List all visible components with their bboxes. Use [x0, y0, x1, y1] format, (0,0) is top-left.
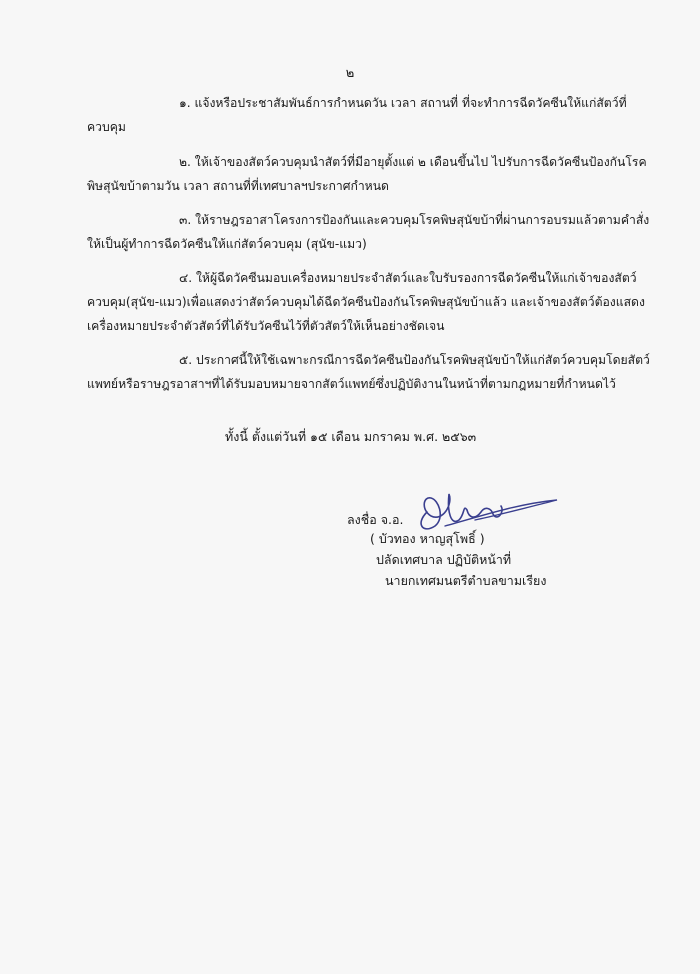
clause-3 [87, 208, 652, 256]
page-number: ๒ [345, 66, 355, 81]
document-page: ๒ ๑. แจ้งหรือประชาสัมพันธ์การกำหนดวัน เวลา สถานที่ ที่จะทำการฉีดวัคซีนให้แก่สัตว์ที่ ควบคุม ๒. ให้เจ้าของสัตว์ควบคุมนำสัตว์ที่มีอายุตั้งแต่ ๒ เดือนขึ้นไป ไปรับการฉีดวัคซีนป้องกันโรค พิษสุนัขบ้าตามวัน เวลา สถานที่ที่เทศบาลฯประกาศกำหนด ๓. ให้ราษฎรอาสาโครงการป้องกันและควบคุมโรคพิษสุนัขบ้าที่ผ่านการอบรมแล้วตามคำสั่ง ให้เป็นผู้ทำการฉีดวัคซีนให้แก่สัตว์ควบคุม (สุนัข-แมว) ๔. ให้ผู้ฉีดวัคซีนมอบเครื่องหมายประจำสัตว์และใบรับรองการฉีดวัคซีนให้แก่เจ้าของสัตว์ ควบคุม(สุนัข-แมว)เพื่อแสดงว่าสัตว์ควบคุมได้ฉีดวัคซีนป้องกันโรคพิษสุนัขบ้าแล้ว และเจ้าของสัตว์ต้องแสดง เครื่องหมายประจำตัวสัตว์ที่ได้รับวัคซีนไว้ที่ตัวสัตว์ให้เห็นอย่างชัดเจน ๕. ประกาศนี้ให้ใช้เฉพาะกรณีการฉีดวัคซีนป้องกันโรคพิษสุนัขบ้าให้แก่สัตว์ควบคุมโดยสัตว์ แพทย์หรือราษฎรอาสาฯที่ได้รับมอบหมายจากสัตว์แพทย์ซึ่งปฏิบัติงานในหน้าที่ตามกฎหมายที่กำหนดไว้ ทั้งนี้ ตั้งแต่วันที่ ๑๕ เดือน มกราคม พ.ศ. ๒๕๖๓ ลงชื่อ จ.อ. ( บัวทอง หาญสุโพธิ์ ) ปลัดเทศบาล ปฏิบัติหน้าที่ นายกเทศมนตรีตำบลขามเรียง [0, 0, 700, 974]
clause-1-line-2: ควบคุม [87, 120, 126, 134]
signature-lead: ลงชื่อ จ.อ. [347, 512, 404, 527]
clause-4-line-1: ๔. ให้ผู้ฉีดวัคซีนมอบเครื่องหมายประจำสัตว์และใบรับรองการฉีดวัคซีนให้แก่เจ้าของสัตว์ [179, 271, 637, 285]
clause-5-line-1: ๕. ประกาศนี้ให้ใช้เฉพาะกรณีการฉีดวัคซีนป้องกันโรคพิษสุนัขบ้าให้แก่สัตว์ควบคุมโดยสัตว์ [179, 353, 650, 367]
clause-4-line-3: เครื่องหมายประจำตัวสัตว์ที่ได้รับวัคซีนไว้ที่ตัวสัตว์ให้เห็นอย่างชัดเจน [87, 319, 445, 333]
clause-3-line-2: ให้เป็นผู้ทำการฉีดวัคซีนให้แก่สัตว์ควบคุม (สุนัข-แมว) [87, 237, 367, 251]
effective-date: ทั้งนี้ ตั้งแต่วันที่ ๑๕ เดือน มกราคม พ.ศ. ๒๕๖๓ [225, 429, 477, 444]
clause-5 [87, 348, 652, 396]
clause-2 [87, 150, 652, 198]
clause-2-line-1: ๒. ให้เจ้าของสัตว์ควบคุมนำสัตว์ที่มีอายุตั้งแต่ ๒ เดือนขึ้นไป ไปรับการฉีดวัคซีนป้องกันโรค [179, 155, 647, 169]
clause-4 [87, 266, 652, 338]
clause-1 [87, 91, 652, 139]
clause-2-line-2: พิษสุนัขบ้าตามวัน เวลา สถานที่ที่เทศบาลฯประกาศกำหนด [87, 179, 389, 193]
clause-3-line-1: ๓. ให้ราษฎรอาสาโครงการป้องกันและควบคุมโรคพิษสุนัขบ้าที่ผ่านการอบรมแล้วตามคำสั่ง [179, 213, 650, 227]
clause-5-line-2: แพทย์หรือราษฎรอาสาฯที่ได้รับมอบหมายจากสัตว์แพทย์ซึ่งปฏิบัติงานในหน้าที่ตามกฎหมายที่กำหนดไว้ [87, 377, 616, 391]
clause-1-line-1: ๑. แจ้งหรือประชาสัมพันธ์การกำหนดวัน เวลา สถานที่ ที่จะทำการฉีดวัคซีนให้แก่สัตว์ที่ [179, 96, 627, 110]
clause-4-line-2: ควบคุม(สุนัข-แมว)เพื่อแสดงว่าสัตว์ควบคุมได้ฉีดวัคซีนป้องกันโรคพิษสุนัขบ้าแล้ว และเจ้าของสัตว์ต้องแสดง [87, 295, 645, 309]
